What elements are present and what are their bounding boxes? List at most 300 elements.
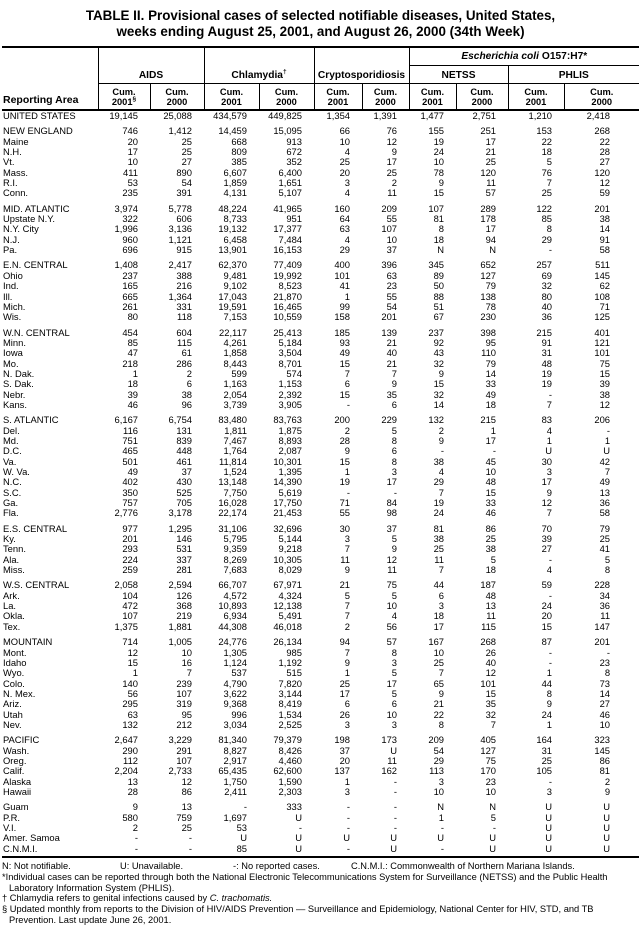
- value-cell: 17,043: [218, 291, 247, 302]
- value-cell: 17: [386, 477, 398, 488]
- value-cell: 55: [339, 508, 350, 519]
- value-cell: 16: [181, 657, 192, 668]
- value-cell: N: [489, 801, 497, 813]
- value-cell: 167: [428, 636, 445, 648]
- reporting-area-cell: Ky.: [3, 534, 16, 545]
- value-cell: 13: [127, 776, 138, 787]
- table-title-line1: TABLE II. Provisional cases of selected notifiable diseases, United States,: [85, 8, 556, 23]
- value-cell: 44,308: [218, 621, 247, 632]
- value-cell: 93: [339, 337, 350, 348]
- value-cell: 19: [541, 368, 553, 379]
- table-row: [2, 766, 639, 776]
- value-cell: 16,153: [273, 245, 302, 256]
- value-cell: 2,594: [168, 579, 192, 591]
- value-cell: 1: [344, 668, 350, 679]
- value-cell: 216: [176, 281, 192, 292]
- value-cell: 3,136: [168, 224, 192, 235]
- value-cell: 25: [433, 657, 445, 668]
- value-cell: 3: [391, 657, 398, 668]
- value-cell: 145: [594, 745, 611, 756]
- value-cell: 17: [541, 477, 553, 488]
- value-cell: 120: [480, 167, 497, 178]
- reporting-area-cell: E.S. CENTRAL: [3, 522, 68, 534]
- value-cell: 19: [339, 477, 350, 488]
- value-cell: U: [259, 844, 314, 857]
- value-cell: 122: [536, 202, 553, 214]
- value-cell: 809: [231, 147, 247, 158]
- value-cell: 9: [438, 178, 445, 189]
- value-cell: 8: [546, 688, 553, 699]
- value-cell: 160: [334, 202, 350, 214]
- value-cell: 430: [176, 477, 192, 488]
- value-cell: 28: [599, 147, 611, 158]
- value-cell: 2,733: [168, 766, 192, 777]
- value-cell: 5: [391, 590, 398, 601]
- value-cell: 2: [344, 621, 350, 632]
- value-cell: 66: [339, 125, 350, 137]
- table-row: [2, 457, 639, 467]
- value-cell: 7: [391, 368, 398, 379]
- column-header-cum: Cum. 2001: [314, 84, 362, 111]
- reporting-area-cell: Tex.: [3, 621, 21, 632]
- value-cell: 80: [541, 291, 553, 302]
- value-cell: 1,005: [168, 636, 192, 648]
- value-cell: 448: [176, 446, 192, 457]
- value-cell: 37: [386, 245, 398, 256]
- value-cell: 46: [485, 508, 497, 519]
- value-cell: 10,305: [273, 554, 302, 565]
- value-cell: 24,776: [218, 636, 247, 648]
- value-cell: -: [440, 823, 445, 833]
- value-cell: 14: [485, 368, 497, 379]
- value-cell: 5: [490, 812, 497, 823]
- value-cell: 3,905: [278, 399, 302, 410]
- value-cell: 15: [433, 379, 445, 390]
- value-cell: 333: [286, 801, 302, 813]
- value-cell: 7: [490, 719, 497, 730]
- table-row: [2, 720, 639, 730]
- value-cell: 257: [536, 259, 553, 271]
- value-cell: 10: [386, 709, 398, 720]
- value-cell: 21,870: [273, 291, 302, 302]
- value-cell: 1: [604, 435, 611, 446]
- value-cell: 85: [127, 337, 138, 348]
- reporting-area-cell: Ohio: [3, 270, 23, 281]
- value-cell: 21: [386, 337, 398, 348]
- value-cell: 17: [433, 621, 445, 632]
- value-cell: 1,121: [168, 234, 192, 245]
- table-row: [2, 823, 639, 833]
- value-cell: 1: [546, 668, 553, 679]
- value-cell: U: [489, 833, 497, 844]
- value-cell: 5: [490, 554, 497, 565]
- value-cell: 27: [181, 157, 192, 168]
- value-cell: 49: [485, 389, 497, 400]
- value-cell: 368: [176, 601, 192, 612]
- value-cell: 7: [344, 544, 350, 555]
- table-row: [2, 519, 639, 534]
- value-cell: 10: [339, 136, 350, 147]
- reporting-area-cell: Nev.: [3, 719, 22, 730]
- table-row: [2, 281, 639, 291]
- value-cell: 108: [594, 291, 611, 302]
- reporting-area-cell: N.H.: [3, 147, 22, 158]
- value-cell: 83: [541, 414, 553, 426]
- value-cell: 4: [344, 188, 350, 199]
- value-cell: 57: [386, 636, 398, 648]
- value-cell: 131: [176, 425, 192, 436]
- value-cell: 79: [599, 522, 611, 534]
- value-cell: 59: [541, 579, 553, 591]
- value-cell: -: [346, 812, 350, 823]
- value-cell: 1: [546, 719, 553, 730]
- table-row: [2, 338, 639, 348]
- value-cell: 1,375: [114, 621, 138, 632]
- table-row: [2, 157, 639, 167]
- value-cell: 6,934: [223, 611, 247, 622]
- value-cell: -: [548, 776, 553, 787]
- value-cell: 4,460: [278, 755, 302, 766]
- reporting-area-cell: Idaho: [3, 657, 27, 668]
- table-row: [2, 679, 639, 689]
- value-cell: 2,917: [223, 755, 247, 766]
- value-cell: 62: [599, 281, 611, 292]
- value-cell: 19,145: [109, 110, 138, 121]
- value-cell: 26: [485, 647, 497, 658]
- table-row: [2, 797, 639, 812]
- value-cell: -: [393, 487, 398, 498]
- value-cell: 81: [599, 766, 611, 777]
- value-cell: 127: [480, 270, 497, 281]
- value-cell: 4,131: [223, 188, 247, 199]
- value-cell: 107: [122, 611, 138, 622]
- table-row: [2, 488, 639, 498]
- value-cell: 261: [122, 301, 138, 312]
- column-header-cum: Cum. 2000: [564, 84, 639, 111]
- table-row: [2, 689, 639, 699]
- value-cell: 5: [344, 590, 350, 601]
- value-cell: 87: [541, 636, 553, 648]
- value-cell: 25: [433, 544, 445, 555]
- value-cell: 55: [386, 214, 398, 225]
- reporting-area-cell: Nebr.: [3, 389, 26, 400]
- value-cell: 3: [344, 534, 350, 545]
- value-cell: 29: [433, 755, 445, 766]
- column-header-cum: Cum. 2001: [508, 84, 564, 111]
- value-cell: 1: [344, 291, 350, 302]
- reporting-area-cell: Vt.: [3, 157, 15, 168]
- value-cell: 6,458: [223, 234, 247, 245]
- value-cell: 105: [536, 766, 553, 777]
- value-cell: 9: [438, 435, 445, 446]
- value-cell: 319: [176, 699, 192, 710]
- table-row: [2, 110, 639, 121]
- value-cell: 32: [433, 389, 445, 400]
- value-cell: 50: [433, 281, 445, 292]
- reporting-area-cell: N. Dak.: [3, 368, 35, 379]
- value-cell: U: [603, 801, 611, 813]
- value-cell: 6: [186, 379, 192, 390]
- reporting-area-cell: Pa.: [3, 245, 18, 256]
- value-cell: 33: [485, 498, 497, 509]
- value-cell: 49: [339, 348, 350, 359]
- value-cell: 63: [339, 224, 350, 235]
- table-row: [2, 591, 639, 601]
- table-row: [2, 214, 639, 224]
- table-row: [2, 292, 639, 302]
- value-cell: 352: [286, 157, 302, 168]
- value-cell: 11: [600, 611, 611, 622]
- value-cell: 32: [541, 281, 553, 292]
- value-cell: 22: [599, 136, 611, 147]
- value-cell: 5,778: [168, 202, 192, 214]
- value-cell: 14: [433, 399, 445, 410]
- value-cell: 696: [122, 245, 138, 256]
- value-cell: 7: [438, 487, 445, 498]
- value-cell: 187: [480, 579, 497, 591]
- value-cell: 501: [122, 456, 138, 467]
- value-cell: 32: [485, 709, 497, 720]
- value-cell: 3,178: [168, 508, 192, 519]
- table-row: [2, 178, 639, 188]
- table-row: [2, 426, 639, 436]
- value-cell: 5: [546, 157, 553, 168]
- value-cell: 48: [541, 358, 553, 369]
- value-cell: 391: [176, 188, 192, 199]
- value-cell: 25: [339, 157, 350, 168]
- value-cell: 127: [480, 745, 497, 756]
- value-cell: 107: [381, 224, 398, 235]
- value-cell: U: [508, 844, 564, 857]
- value-cell: 4: [546, 425, 553, 436]
- value-cell: 17: [339, 688, 350, 699]
- value-cell: 3: [391, 719, 398, 730]
- value-cell: 2: [391, 178, 398, 189]
- value-cell: 4,261: [223, 337, 247, 348]
- reporting-area-cell: P.R.: [3, 812, 21, 823]
- value-cell: 43: [433, 348, 445, 359]
- value-cell: 55: [386, 291, 398, 302]
- reporting-area-cell: NEW ENGLAND: [3, 125, 73, 137]
- value-cell: 714: [122, 636, 138, 648]
- table-row: [2, 224, 639, 234]
- value-cell: 46: [127, 399, 138, 410]
- value-cell: 78: [433, 167, 445, 178]
- value-cell: 5: [391, 688, 398, 699]
- value-cell: 751: [122, 435, 138, 446]
- value-cell: 51: [433, 301, 445, 312]
- value-cell: 1,750: [223, 776, 247, 787]
- value-cell: 229: [381, 414, 398, 426]
- footnotes: [2, 861, 639, 926]
- value-cell: 49: [127, 467, 138, 477]
- reporting-area-cell: Alaska: [3, 776, 32, 787]
- value-cell: 37: [386, 522, 398, 534]
- reporting-area-cell: C.N.M.I.: [2, 844, 98, 857]
- value-cell: 668: [231, 136, 247, 147]
- value-cell: 915: [176, 245, 192, 256]
- value-cell: 145: [594, 270, 611, 281]
- value-cell: 80: [127, 312, 138, 323]
- value-cell: 1,534: [278, 709, 302, 720]
- value-cell: 9: [132, 801, 138, 813]
- value-cell: 17: [386, 157, 398, 168]
- value-cell: 11: [486, 611, 497, 622]
- table-row: [2, 648, 639, 658]
- value-cell: 10: [433, 786, 445, 797]
- value-cell: U: [545, 446, 553, 457]
- value-cell: U: [390, 833, 398, 844]
- value-cell: 26,134: [273, 636, 302, 648]
- value-cell: 14: [599, 224, 611, 235]
- reporting-area-cell: N.C.: [3, 477, 22, 488]
- value-cell: 18: [485, 565, 497, 576]
- value-cell: 3,622: [223, 688, 247, 699]
- value-cell: 15: [433, 188, 445, 199]
- value-cell: 185: [334, 326, 350, 338]
- value-cell: 1,524: [223, 467, 247, 477]
- value-cell: 8,827: [223, 745, 247, 756]
- table-header: [2, 47, 639, 110]
- value-cell: U: [564, 844, 639, 857]
- value-cell: 9: [391, 379, 398, 390]
- value-cell: 12,138: [273, 601, 302, 612]
- value-cell: 7: [344, 611, 350, 622]
- table-row: [2, 575, 639, 590]
- value-cell: 8,426: [278, 745, 302, 756]
- phlis-subgroup-header: PHLIS: [508, 66, 639, 84]
- value-cell: 12: [181, 776, 192, 787]
- value-cell: 15: [339, 389, 350, 400]
- value-cell: 4,790: [223, 678, 247, 689]
- value-cell: 237: [428, 326, 445, 338]
- value-cell: 2: [604, 776, 611, 787]
- value-cell: 7: [344, 601, 350, 612]
- reporting-area-cell: Wyo.: [3, 668, 25, 679]
- value-cell: 5: [391, 425, 398, 436]
- reporting-area-cell: V.I.: [3, 823, 17, 833]
- reporting-area-cell: S. ATLANTIC: [3, 414, 59, 426]
- value-cell: 85: [204, 844, 259, 857]
- value-cell: 32,696: [273, 522, 302, 534]
- value-cell: 84: [386, 498, 398, 509]
- value-cell: 1,858: [223, 348, 247, 359]
- value-cell: -: [393, 801, 398, 813]
- value-cell: -: [150, 844, 204, 857]
- value-cell: 38: [485, 544, 497, 555]
- reporting-area-cell: Iowa: [3, 348, 23, 359]
- value-cell: 12: [541, 498, 553, 509]
- table-row: [2, 555, 639, 565]
- value-cell: 323: [594, 734, 611, 746]
- value-cell: 759: [176, 812, 192, 823]
- value-cell: 1,996: [114, 224, 138, 235]
- value-cell: 83,763: [273, 414, 302, 426]
- value-cell: 79: [485, 281, 497, 292]
- value-cell: 41: [339, 281, 350, 292]
- value-cell: 434,579: [213, 110, 247, 121]
- value-cell: 37: [181, 467, 192, 477]
- value-cell: 12: [599, 399, 611, 410]
- value-cell: U: [545, 801, 553, 813]
- table-row: [2, 245, 639, 255]
- value-cell: 461: [176, 456, 192, 467]
- value-cell: 44: [541, 678, 553, 689]
- value-cell: -: [548, 554, 553, 565]
- value-cell: 960: [122, 234, 138, 245]
- value-cell: 24: [433, 147, 445, 158]
- value-cell: 35: [485, 699, 497, 710]
- value-cell: 5: [391, 668, 398, 679]
- value-cell: 89: [433, 270, 445, 281]
- value-cell: 31,106: [218, 522, 247, 534]
- column-header-cum: Cum. 2001: [204, 84, 259, 111]
- value-cell: 3,739: [223, 399, 247, 410]
- reporting-area-cell: Mass.: [3, 167, 29, 178]
- value-cell: 137: [334, 766, 350, 777]
- value-cell: 2,204: [114, 766, 138, 777]
- value-cell: 27: [541, 544, 553, 555]
- value-cell: 17: [485, 224, 497, 235]
- value-cell: 19,591: [218, 301, 247, 312]
- value-cell: 1,412: [168, 125, 192, 137]
- value-cell: 7,683: [223, 565, 247, 576]
- value-cell: 604: [176, 326, 192, 338]
- table-row: [2, 302, 639, 312]
- value-cell: 2: [344, 425, 350, 436]
- reporting-area-cell: Ga.: [3, 498, 19, 509]
- reporting-area-cell: Okla.: [3, 611, 25, 622]
- value-cell: 22: [433, 709, 445, 720]
- value-cell: U: [240, 833, 247, 844]
- reporting-area-cell: W. Va.: [3, 467, 30, 477]
- value-cell: 4,572: [223, 590, 247, 601]
- value-cell: U: [545, 812, 553, 823]
- value-cell: 2: [132, 823, 138, 833]
- value-cell: 14: [599, 688, 611, 699]
- value-cell: 951: [286, 214, 302, 225]
- value-cell: 39: [541, 534, 553, 545]
- value-cell: 139: [381, 326, 398, 338]
- value-cell: 140: [122, 678, 138, 689]
- value-cell: 48,224: [218, 202, 247, 214]
- value-cell: 574: [286, 368, 302, 379]
- value-cell: 1: [490, 425, 497, 436]
- value-cell: 4: [391, 611, 398, 622]
- reporting-area-cell: S.C.: [3, 487, 22, 498]
- value-cell: 7: [186, 668, 192, 679]
- value-cell: 8,443: [223, 358, 247, 369]
- value-cell: 10,301: [273, 456, 302, 467]
- value-cell: 132: [428, 414, 445, 426]
- value-cell: -: [548, 590, 553, 601]
- value-cell: 65: [433, 678, 445, 689]
- value-cell: 2,525: [278, 719, 302, 730]
- value-cell: U: [545, 823, 553, 833]
- reporting-area-cell: N.J.: [3, 234, 20, 245]
- value-cell: 75: [599, 358, 611, 369]
- value-cell: 25,088: [163, 110, 192, 121]
- value-cell: 99: [339, 301, 350, 312]
- value-cell: 44: [433, 579, 445, 591]
- value-cell: 9,102: [223, 281, 247, 292]
- value-cell: 7,153: [223, 312, 247, 323]
- value-cell: 19: [541, 379, 553, 390]
- table-title: [2, 8, 639, 40]
- value-cell: 5,107: [278, 188, 302, 199]
- value-cell: U: [545, 833, 553, 844]
- value-cell: 16,028: [218, 498, 247, 509]
